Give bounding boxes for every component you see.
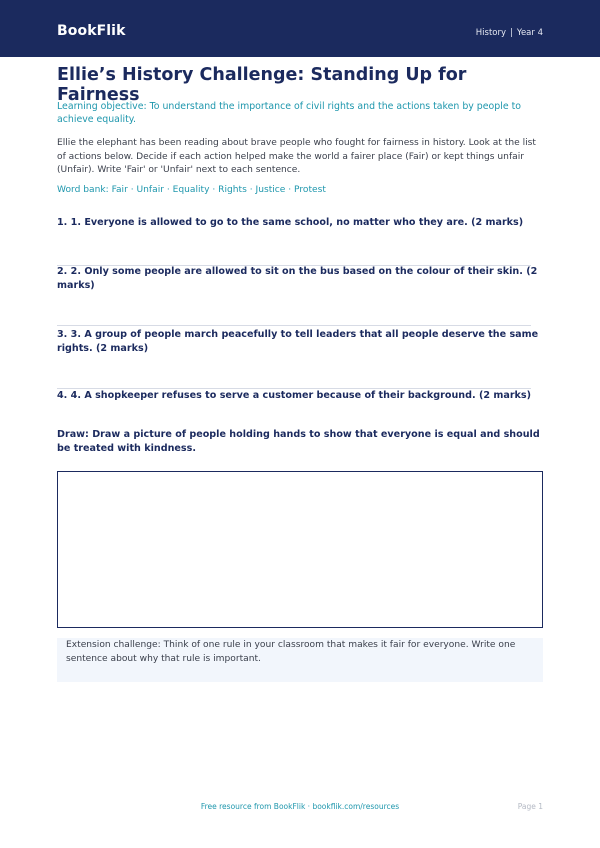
- footer-link[interactable]: Free resource from BookFlik · bookflik.com/resources: [200, 802, 400, 811]
- answer-divider: [57, 325, 531, 326]
- extension-text: Extension challenge: Think of one rule in your classroom that makes it fair for everyone. Write one sentence about why that rule is important.: [66, 640, 516, 664]
- page-header: [0, 0, 600, 57]
- word-bank: Word bank: Fair · Unfair · Equality · Rights · Justice · Protest: [57, 185, 326, 195]
- question-2: 2. 2. Only some people are allowed to sit on the bus based on the colour of their skin. (2 marks): [57, 266, 538, 291]
- question-1: 1. 1. Everyone is allowed to go to the same school, no matter who they are. (2 marks): [57, 217, 524, 228]
- learning-objective: Learning objective: To understand the importance of civil rights and the actions taken by people to achieve equality.: [57, 101, 521, 125]
- instructions-paragraph: Ellie the elephant has been reading about brave people who fought for fairness in history. Look at the list of actions below. Decide if each action helped make the world a fairer place (Fair) or kept things unfair (Unfair). Write 'Fair' or 'Unfair' next to each sentence.: [57, 138, 536, 175]
- page-number: Page 1: [517, 802, 543, 811]
- year-label: Year 4: [516, 28, 543, 38]
- separator: |: [510, 28, 513, 38]
- drawing-area[interactable]: [57, 471, 543, 628]
- question-4: 4. 4. A shopkeeper refuses to serve a customer because of their background. (2 marks): [57, 390, 532, 401]
- draw-prompt: Draw: Draw a picture of people holding hands to show that everyone is equal and should be treated with kindness.: [57, 429, 540, 454]
- worksheet-title: Ellie’s History Challenge: Standing Up for Fairness: [57, 65, 467, 105]
- subject-label: History: [475, 28, 507, 38]
- extension-challenge: [57, 638, 543, 682]
- brand-logo: BookFlik: [57, 23, 126, 39]
- question-3: 3. 3. A group of people march peacefully to tell leaders that all people deserve the same rights. (2 marks): [57, 329, 539, 354]
- subject-year-label: [476, 28, 543, 38]
